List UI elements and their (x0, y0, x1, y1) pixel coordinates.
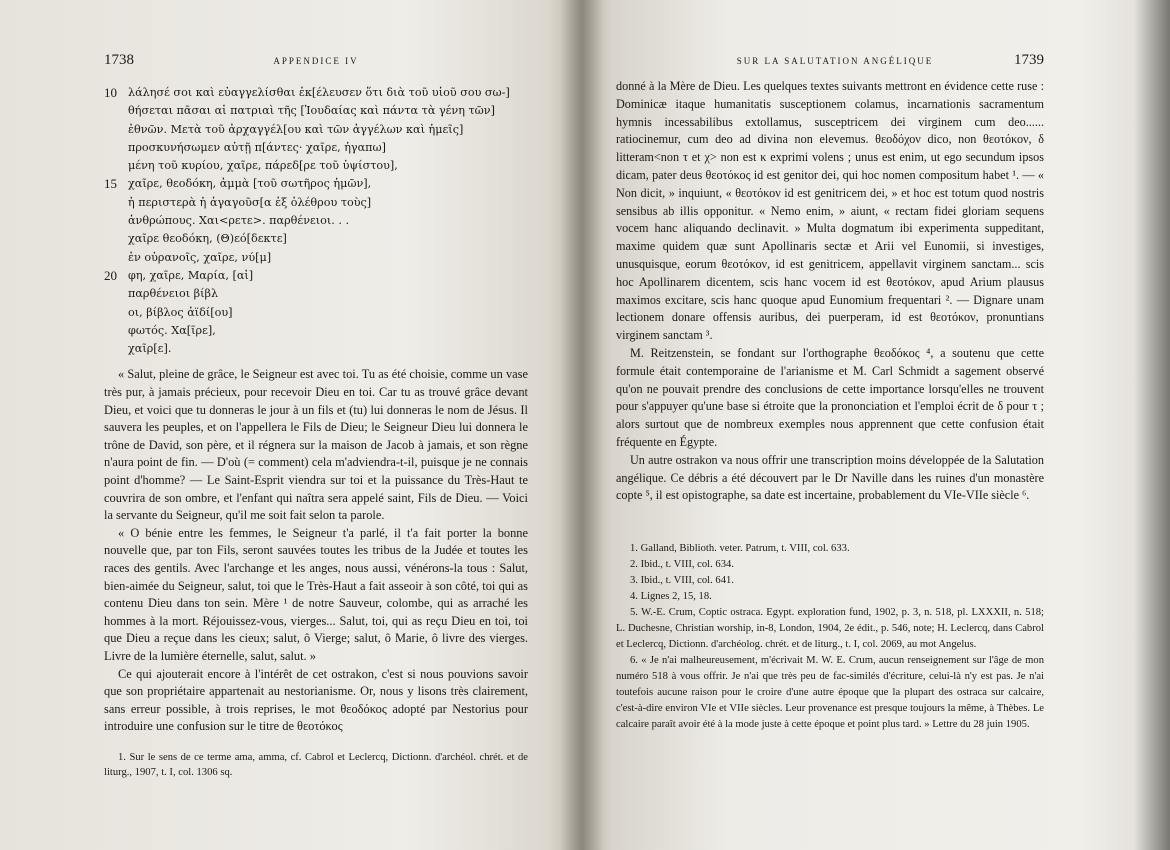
body-paragraph: Ce qui ajouterait encore à l'intérêt de cet ostrakon, c'est si nous pouvions savoir que son propriétaire appartenait au nestorianisme. Or, nous y lisons très clairement, sans erreur possible, à trois reprises, le mot θεοδόκος adopté par Nestorius pour introduire une confusion sur le titre de θεοτόκος (104, 666, 528, 734)
line-number (104, 340, 128, 358)
body-paragraph: « Salut, pleine de grâce, le Seigneur est avec toi. Tu as été choisie, comme un vase très pur, à jamais précieux, pour recevoir Dieu en toi. Car tu as trouvé grâce devant Dieu, et voici que tu donneras le jour à un fils et (tu) lui donneras le nom de Jésus. Il sauvera les peuples, et on l'appellera le Fils de Dieu; le Seigneur Dieu lui donnera le trône de David, son père, et il régnera sur la maison de Jacob à jamais, et son règne n'aura point de fin. — D'où (= comment) cela m'adviendra-t-il, puisque je ne connais point d'homme? — Le Saint-Esprit viendra sur toi et la puissance du Très-Haut te couvrira de son ombre, et l'enfant qui naîtra sera appelé saint, Fils de Dieu. — Voici la servante du Seigneur, qu'il me soit fait selon ta parole. (104, 367, 528, 523)
verse-text: φωτός. Χα[ῖρε], (128, 323, 216, 337)
body-paragraph: Un autre ostrakon va nous offrir une transcription moins développée de la Salutation angélique. Ce débris a été découvert par le Dr Naville dans les ruines d'un monastère copte ⁵, il est opistographe, sa date est incertaine, probablement du VIe-VIIe siècle ⁶. (616, 452, 1044, 503)
line-number (104, 194, 128, 212)
verse-text: χαῖρε θεοδόκη, (Θ)εό[δεκτε] (128, 232, 287, 246)
footnotes (616, 541, 1044, 733)
line-number: 20 (104, 267, 117, 283)
line-number (104, 304, 128, 322)
verse-line (104, 322, 528, 340)
verse-text: ἐν οὐρανοῖς, χαῖρε, νύ[μ] (128, 250, 272, 264)
verse-line (104, 249, 528, 267)
page-number: 1739 (1014, 52, 1044, 68)
left-page (0, 0, 582, 850)
verse-text: οι, βίβλος ἀϊδί[ου] (128, 305, 233, 319)
page-edge-shadow (1134, 0, 1170, 850)
footnote: 6. « Je n'ai malheureusement, m'écrivait M. W. E. Crum, aucun renseignement sur l'âge de mon numéro 518 à vous offrir. Je n'ai que très peu de fac-similés d'écriture, celui-là n'y est pas. Je n'ai toutefois aucune raison pour le croire d'une autre époque que la plupart des ostraca sur calcaire, c'est-à-dire environ VIe et VIIe siècles. Leur provenance est presque toujours la même, à Thèbes. Le calcaire paraît avoir été à la mode juste à cette époque et point plus tard. » Lettre du 28 juin 1905. (616, 655, 1044, 731)
running-head: APPENDICE IV (273, 56, 359, 66)
verse-line (104, 340, 528, 358)
line-number: 10 (104, 85, 117, 100)
verse-text: λάλησέ σοι καὶ εὐαγγελίσθαι ἐκ[έλευσεν ὅτι διὰ τοῦ υἱοῦ σου σω-] (128, 86, 510, 99)
footnote: 4. Lignes 2, 15, 18. (630, 591, 712, 603)
line-number (104, 121, 128, 139)
page-number: 1738 (104, 52, 134, 68)
verse-line (104, 212, 528, 230)
footnote: 5. W.-E. Crum, Coptic ostraca. Egypt. exploration fund, 1902, p. 3, n. 518, pl. LXXXII, n. 518; L. Duchesne, Christian worship, in-8, London, 1904, 2e édit., p. 546, note; H. Leclercq, dans Cabrol et Leclercq, Dictionn. d'archéolog. chrét. et de liturg., t. I, col. 2069, au mot Angelus. (616, 607, 1044, 651)
verse-text: μένη τοῦ κυρίου, χαῖρε, πάρεδ[ρε τοῦ ὑψίστου], (128, 159, 398, 173)
verse-text: φη, χαῖρε, Μαρία, [αἱ] (128, 268, 254, 282)
body-paragraph: « O bénie entre les femmes, le Seigneur t'a parlé, il t'a fait porter la bonne nouvelle que, par ton Fils, seront sauvées toutes les tribus de la Judée et toutes les races des gentils. Avec l'archange et les anges, nous aussi, vénérons-la tous : Salut, bien-aimée du Seigneur, salut, toi que le Très-Haut a fait asseoir à son côté, toi qui as contenu Dieu dans ton sein. Mère ¹ de notre Sauveur, colombe, qui as arraché les hommes à la mort. Réjouissez-vous, vierges... Salut, toi, qui as reçu Dieu en toi, toi que Dieu a reçue dans les cieux; salut, ô Vierge; salut, ô Marie, ô livre des vierges. Livre de la lumière éternelle, salut, salut. » (104, 525, 528, 663)
footnote: 3. Ibid., t. VIII, col. 641. (630, 575, 734, 587)
verse-text: ἀνθρώπους. Χαι<ρετε>. παρθένειοι. . . (128, 214, 350, 228)
verse-line (104, 175, 528, 193)
right-page-header (616, 52, 1044, 78)
verse-line (104, 102, 528, 120)
body-paragraph: donné à la Mère de Dieu. Les quelques textes suivants mettront en évidence cette ruse : Dominicæ itaque humanitatis susceptionem colamus, incarnationis sacramentum hymnis incessabilibus extollamus, susceptricem dei virginem cum deo...... ratiocinemur, cum deo ad divina non elevemus. θεοδόχον dico, non θεοτόκον, δ litteram<non τ et χ> non est κ exprimi volens ; unus est enim, ut ego secundum ipsos dicam, pater deus θεοτόκος id est genitor dei, qui hoc nomen compositum habet ¹. — « Non dicit, » inquiunt, « θεοτόκον id est genitricem dei, » et hoc est totum quod nostris sensibus ab illis opponitur. « Nemo enim, » aiunt, « rectam fidei gloriam sequens vocem hanc aliquando declinavit. » Multa dogmatum ibi experimenta suppeditant, maxime quidem quæ sunt Apollinaris sectæ et Arii vel Eunomii, si investiges, unusquisque, eorum θεοτόκον, id est genitricem, appellavit virginem sanctam... scis hoc Apollinarem dicentem, scis hanc vocem id est θεοτόκον, apud Arium plausus maximos excitare, scis hanc quoque apud Eunomium frequentari ². — Dignare unam lectionem donare offensis auribus, dei puerperam, id est θεοτόκον, pronuntians virginem sanctam ³. (616, 79, 1044, 343)
verse-text: ἐθνῶν. Μετὰ τοῦ ἀρχαγγέλ[ου καὶ τῶν ἀγγέλων καὶ ἡμεῖς] (128, 122, 464, 136)
verse-line (104, 304, 528, 322)
line-number: 15 (104, 176, 117, 192)
greek-verse-block (104, 84, 528, 358)
running-head: SUR LA SALUTATION ANGÉLIQUE (736, 56, 934, 66)
verse-line (104, 84, 528, 102)
right-page-content (616, 52, 1044, 733)
body-paragraph: M. Reitzenstein, se fondant sur l'orthographe θεοδόκος ⁴, a soutenu que cette formule était contemporaine de l'arianisme et M. Carl Schmidt a sagement observé qu'on ne pouvait prendre des conclusions de cette importance lorsqu'elles ne trouvent pour s'appuyer qu'une base si étroite que la prononciation et l'emploi écrit de δ pour τ ; alors surtout que de nombreux exemples nous apprennent que cette confusion était fréquente en Égypte. (616, 345, 1044, 449)
line-number (104, 249, 128, 267)
verse-line (104, 285, 528, 303)
line-number (104, 157, 128, 175)
footnote: 2. Ibid., t. VIII, col. 634. (630, 559, 734, 571)
footnotes (104, 750, 528, 781)
line-number (104, 102, 128, 120)
verse-text: παρθένειοι βίβλ (128, 287, 219, 301)
line-number (104, 139, 128, 157)
verse-text: θήσεται πᾶσαι αἱ πατριαὶ τῆς [Ἰουδαίας καὶ πάντα τὰ γένη τῶν] (128, 104, 495, 118)
line-number (104, 212, 128, 230)
verse-line (104, 194, 528, 212)
verse-line (104, 230, 528, 248)
verse-text: χαῖρε, θεοδόκη, ἀμμὰ [τοῦ σωτῆρος ἡμῶν], (128, 177, 372, 191)
verse-text: ἡ περιστερὰ ἡ ἀγαγοῦσ[α ἐξ ὀλέθρου τοὺς] (128, 195, 372, 209)
footnote: 1. Sur le sens de ce terme ama, amma, cf. Cabrol et Leclercq, Dictionn. d'archéol. chrét. et de liturg., 1907, t. I, col. 1306 sq. (104, 751, 528, 779)
verse-text: χαῖρ[ε]. (128, 342, 172, 356)
verse-line (104, 157, 528, 175)
line-number (104, 322, 128, 340)
left-page-header (104, 52, 528, 78)
verse-line (104, 267, 528, 285)
verse-text: προσκυνήσωμεν αὐτῇ π[άντες· χαῖρε, ἠγαπω] (128, 140, 387, 154)
line-number (104, 285, 128, 303)
left-page-content (104, 52, 528, 781)
footnote: 1. Galland, Biblioth. veter. Patrum, t. VIII, col. 633. (630, 543, 850, 555)
right-page (582, 0, 1170, 850)
verse-line (104, 139, 528, 157)
verse-line (104, 121, 528, 139)
line-number (104, 230, 128, 248)
